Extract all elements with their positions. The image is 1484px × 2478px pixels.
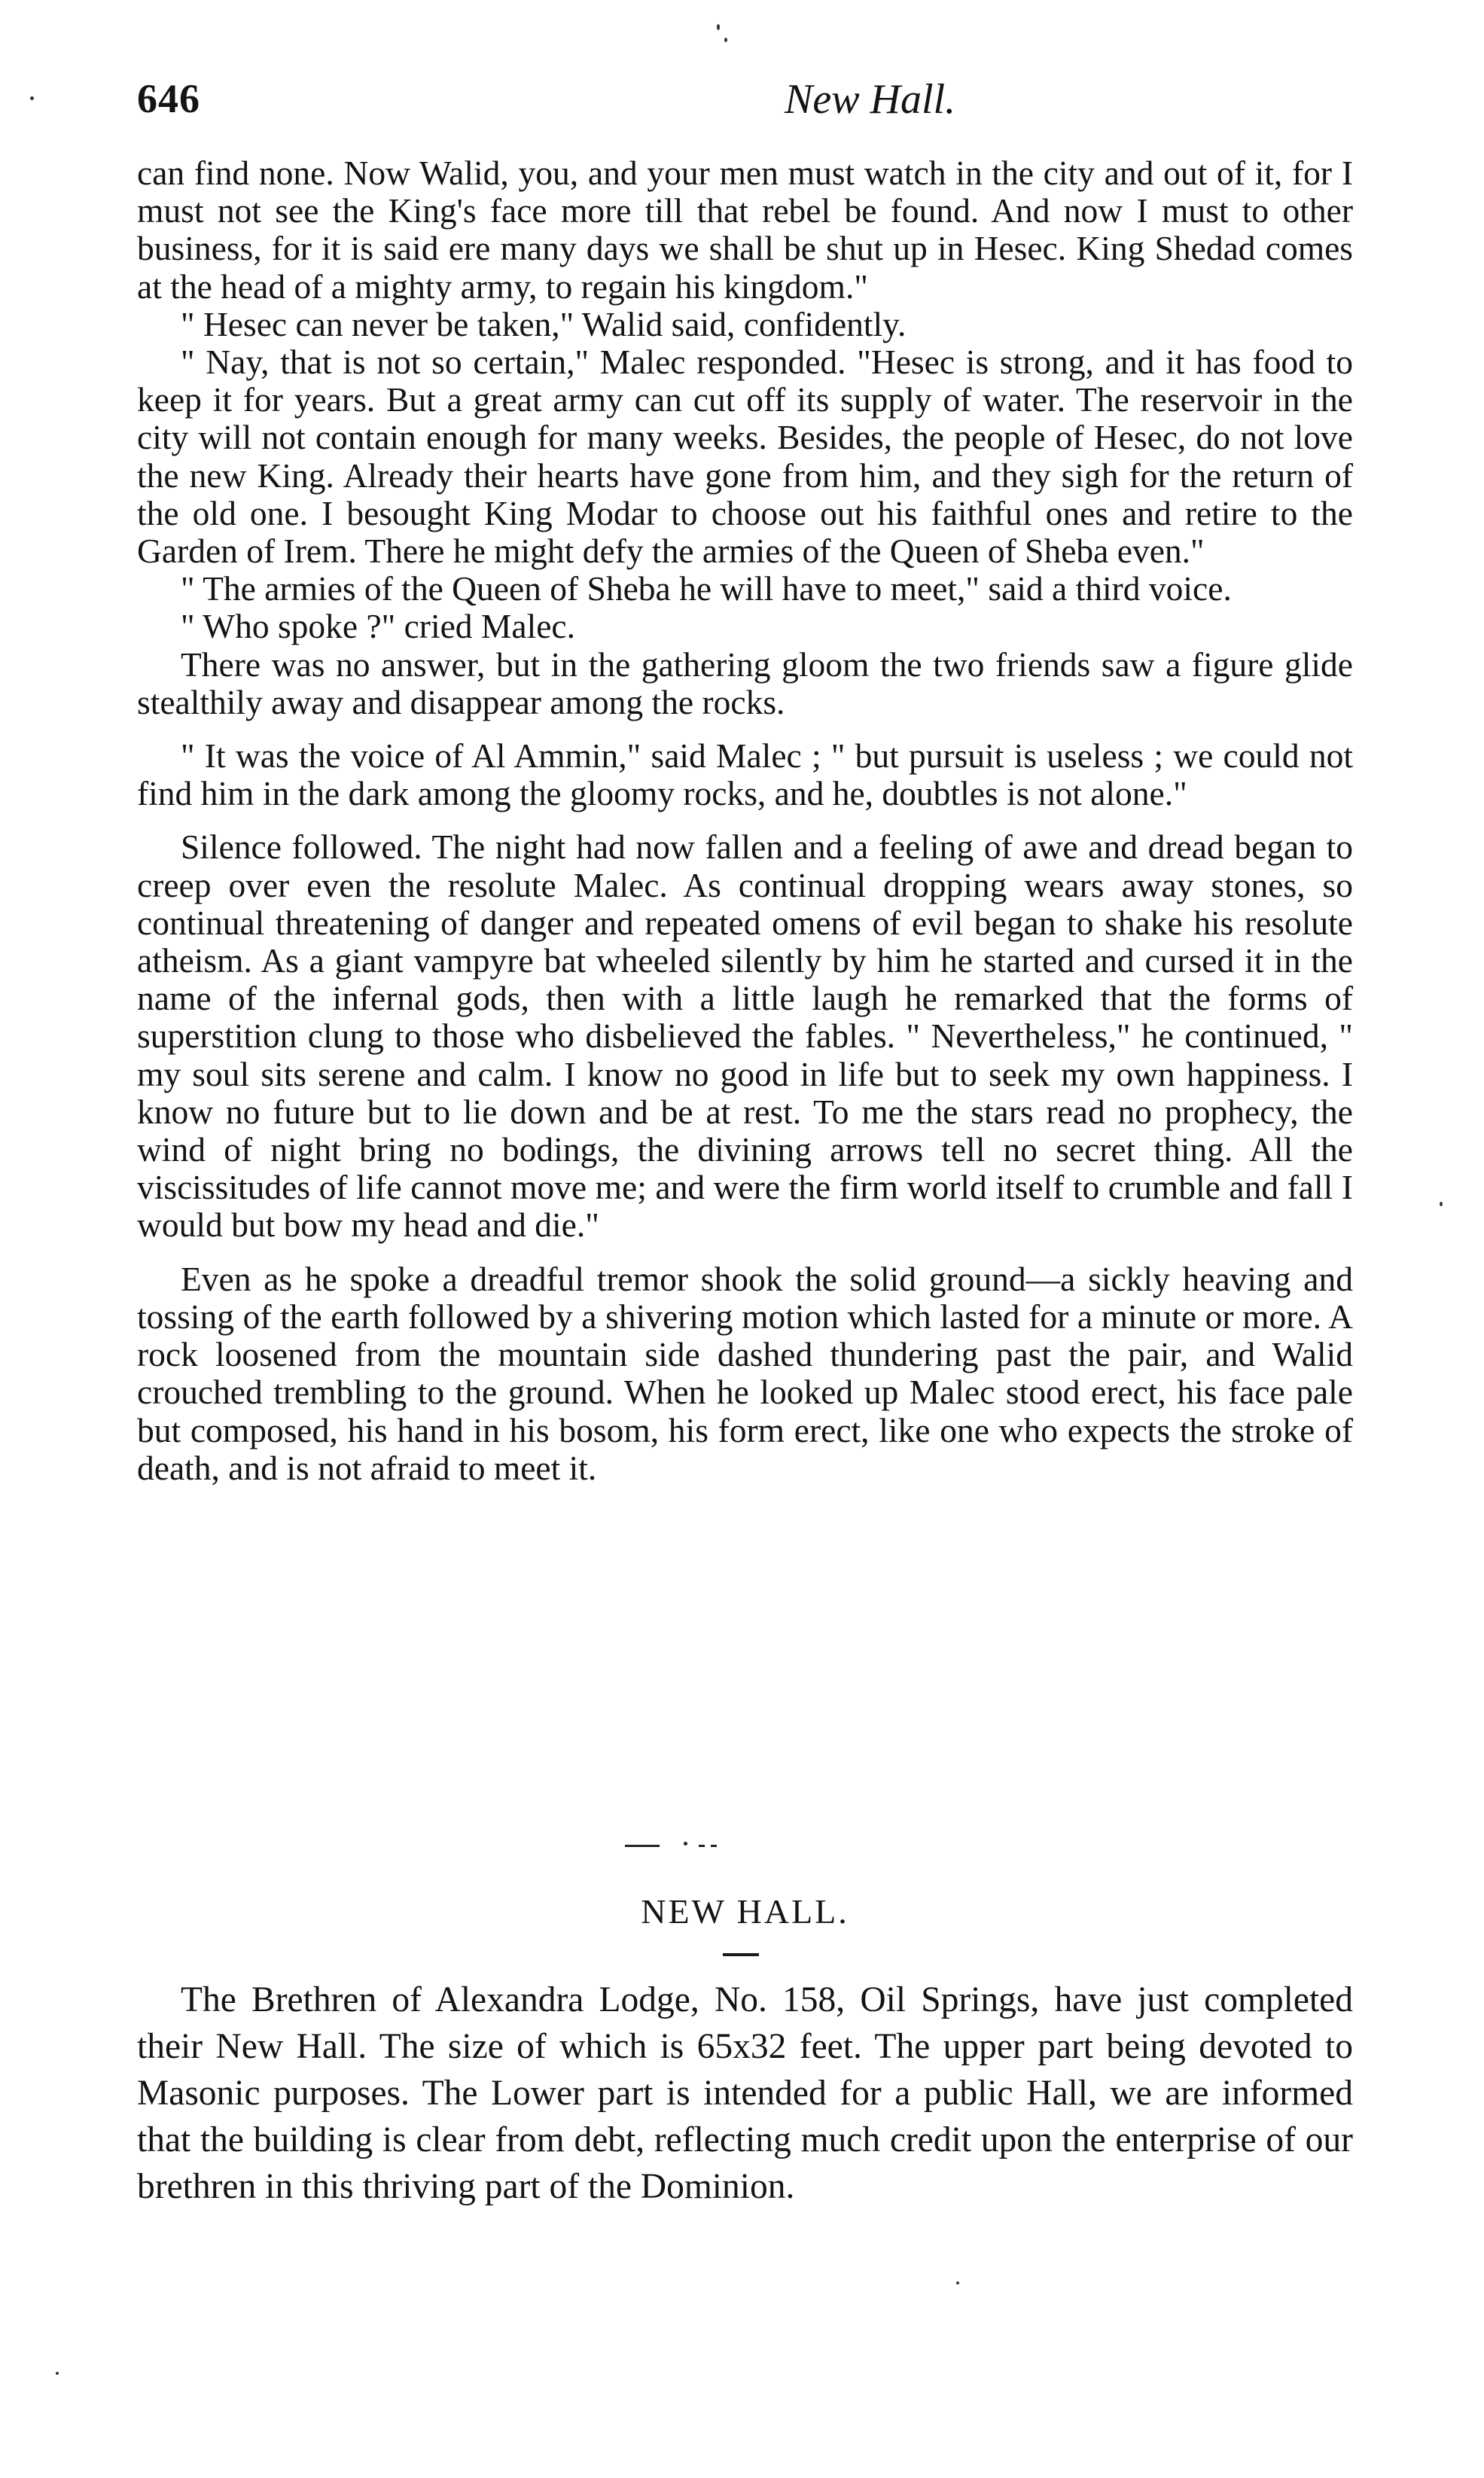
title-rule (723, 1953, 759, 1956)
section-paragraph: The Brethren of Alexandra Lodge, No. 158, Oil Springs, have just completed their New Hall. The size of which is 65x32 feet. The upper part being devoted to Masonic purposes. The Lower part is intended for a public Hall, we are informed that the building is clear from debt, reflecting much credit upon the enterprise of our brethren in this thriving part of the Dominion. (137, 1980, 1353, 2206)
section-body (137, 1977, 1353, 2210)
story-paragraph: " It was the voice of Al Ammin," said Malec ; " but pursuit is useless ; we could not find him in the dark among the gloomy rocks, and he, doubtles is not alone." (137, 736, 1353, 813)
story-paragraph: There was no answer, but in the gathering gloom the two friends saw a figure glide stealthily away and disappear among the rocks. (137, 645, 1353, 721)
page-header (137, 75, 1357, 136)
story-paragraph: Silence followed. The night had now fallen and a feeling of awe and dread began to creep over even the resolute Malec. As continual dropping wears away stones, so continual threatening of danger and repeated omens of evil began to shake his resolute atheism. As a giant vampyre bat wheeled silently by him he started and cursed it in the name of the infernal gods, then with a little laugh he remarked that the forms of superstition clung to those who disbelieved the fables. " Nevertheless," he continued, " my soul sits serene and calm. I know no good in life but to seek my own happiness. I know no future but to lie down and be at rest. To me the stars read no prophecy, the wind of night bring no bodings, the divining arrows tell no secret thing. All the viscissitudes of life cannot move me; and were the firm world itself to crumble and fall I would but bow my head and die." (137, 828, 1353, 1245)
story-paragraph: can find none. Now Walid, you, and your men must watch in the city and out of it, for I must not see the King's face more till that rebel be found. And now I must to other business, for it is said ere many days we shall be shut up in Hesec. King Shedad comes at the head of a mighty army, to regain his kingdom." (137, 154, 1353, 306)
story-column (137, 154, 1353, 1487)
scan-speck (30, 96, 34, 100)
scan-speck (717, 24, 720, 30)
story-paragraph: " Who spoke ?" cried Malec. (181, 607, 575, 646)
scan-speck (724, 38, 727, 42)
scan-speck (956, 2281, 959, 2284)
page-number: 646 (137, 76, 200, 121)
section-title: NEW HALL. (641, 1892, 849, 1931)
scan-speck (1440, 1202, 1443, 1206)
scan-speck (56, 2372, 59, 2375)
section-divider-ornament (625, 1837, 730, 1852)
story-paragraph: " The armies of the Queen of Sheba he will have to meet," said a third voice. (181, 569, 1232, 608)
story-paragraph: Even as he spoke a dreadful tremor shook the solid ground—a sickly heaving and tossing of the earth followed by a shivering motion which lasted for a minute or more. A rock loosened from the mountain side dashed thundering past the pair, and Walid crouched trembling to the ground. When he looked up Malec stood erect, his face pale but composed, his hand in his bosom, his form erect, like one who expects the stroke of death, and is not afraid to meet it. (137, 1259, 1353, 1487)
story-paragraph: " Hesec can never be taken," Walid said, confidently. (181, 304, 907, 343)
story-paragraph: " Nay, that is not so certain," Malec responded. "Hesec is strong, and it has food to keep it for years. But a great army can cut off its supply of water. The reservoir in the city will not contain enough for many weeks. Besides, the people of Hesec, do not love the new King. Already their hearts have gone from him, and they sigh for the return of the old one. I besought King Modar to choose out his faithful ones and retire to the Garden of Irem. There he might defy the armies of the Queen of Sheba even." (137, 343, 1353, 571)
running-head: New Hall. (785, 76, 956, 123)
